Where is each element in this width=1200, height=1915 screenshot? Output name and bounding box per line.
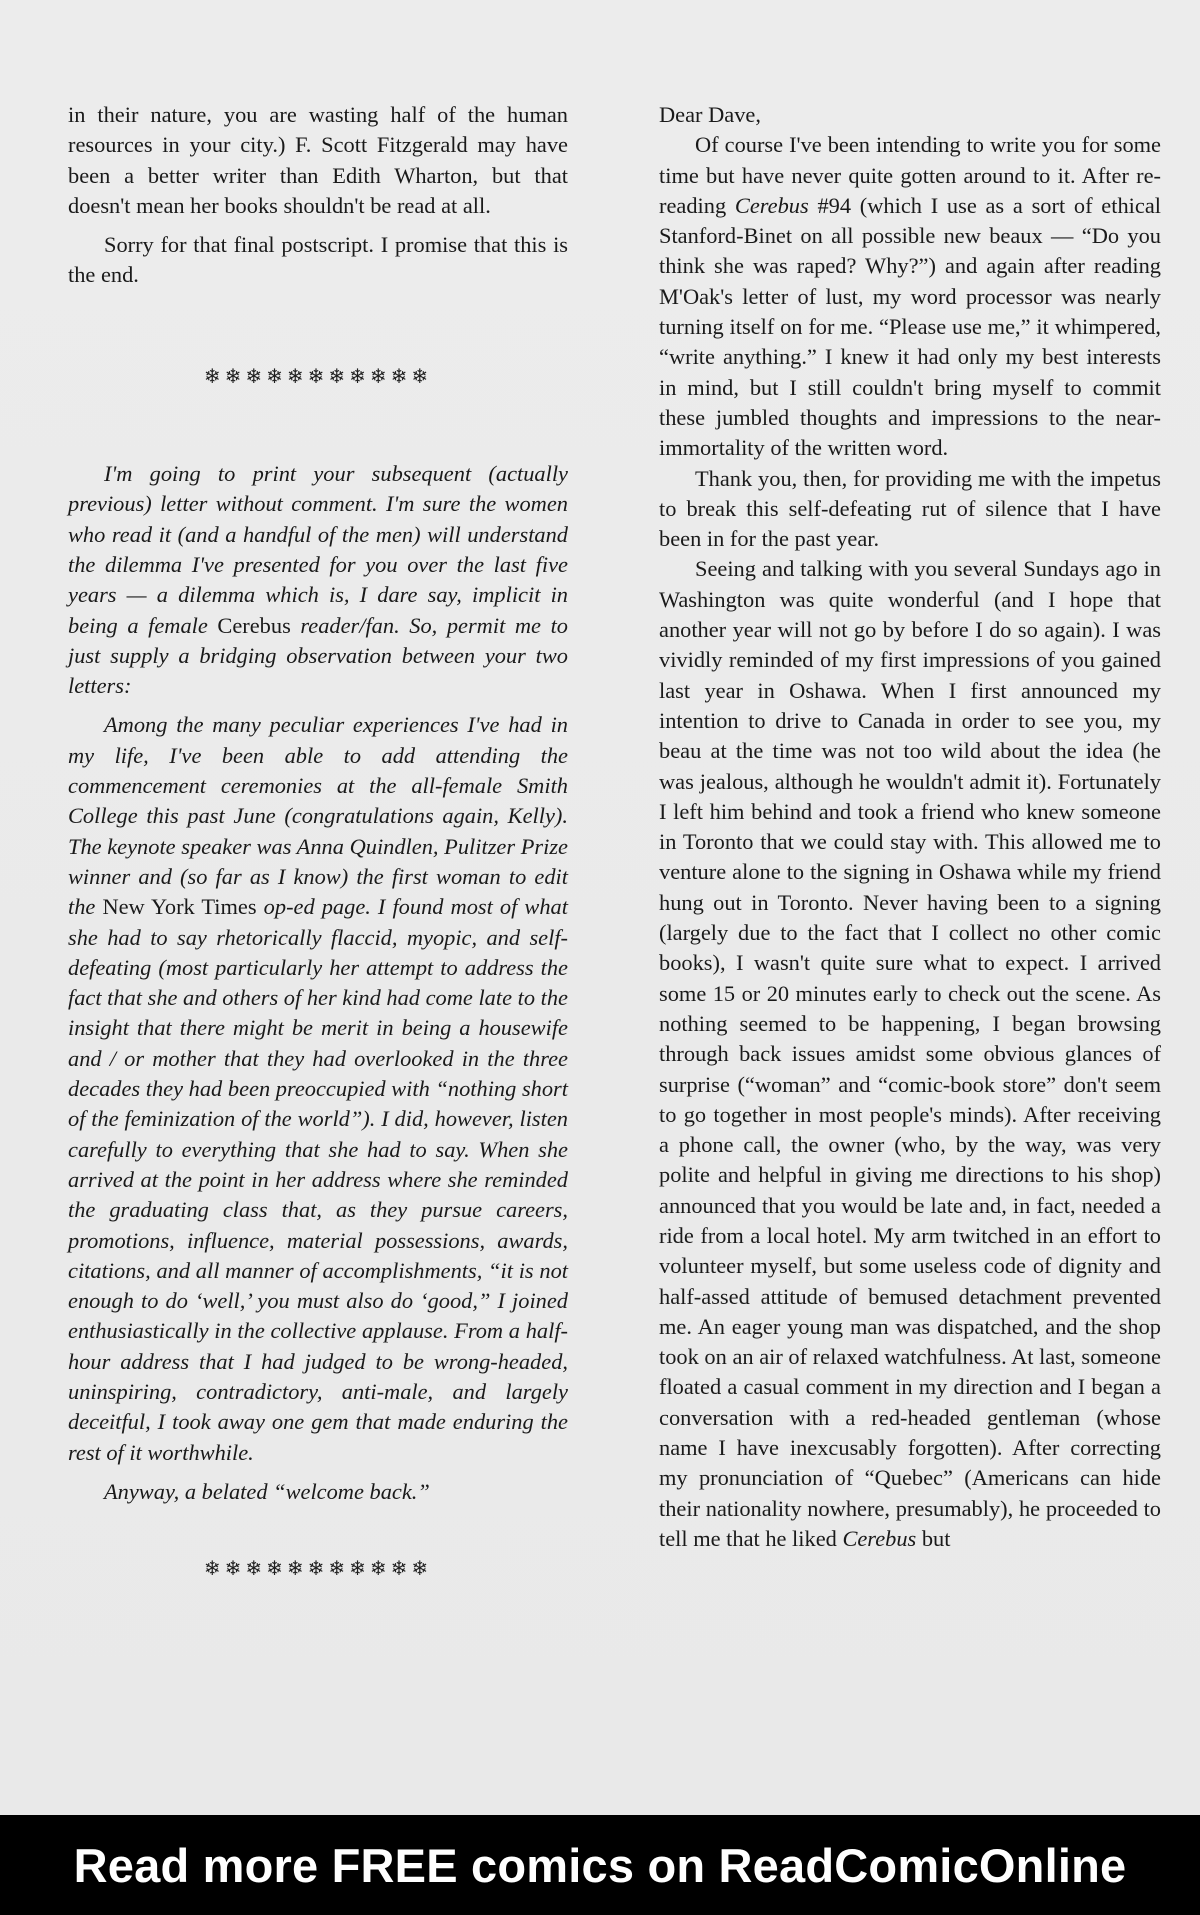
letter-text: Of course I've been intending to write you for some time but have never quite gotten around to it. After re-reading bbox=[659, 132, 1161, 218]
letter-paragraph bbox=[659, 554, 1161, 1554]
comic-title: Cerebus bbox=[217, 612, 291, 638]
right-column bbox=[659, 100, 1161, 1554]
letter-paragraph: Thank you, then, for providing me with the impetus to break this self-defeating rut of silence that I have been in for the past year. bbox=[659, 465, 1161, 552]
closing-postscript: Sorry for that final postscript. I promise that this is the end. bbox=[68, 232, 568, 288]
newspaper-title: New York Times bbox=[102, 894, 257, 920]
left-column bbox=[68, 100, 568, 1583]
section-separator: ❄❄❄❄❄❄❄❄❄❄❄ bbox=[203, 363, 433, 388]
letter-salutation: Dear Dave, bbox=[659, 102, 761, 127]
reply-text: I'm going to print your subsequent (actually previous) letter without comment. I'm sure the women who read it (and a handful of the men) will understand the dilemma I've presented for you over the last five years — a dilemma which is, I dare say, implicit in being a female bbox=[68, 461, 568, 638]
section-separator: ❄❄❄❄❄❄❄❄❄❄❄ bbox=[203, 1556, 433, 1581]
promo-banner[interactable] bbox=[0, 1815, 1200, 1915]
comic-title: Cerebus bbox=[842, 1525, 917, 1551]
promo-banner-text[interactable]: Read more FREE comics on ReadComicOnline bbox=[73, 1838, 1127, 1892]
reply-text: op-ed page. I found most of what she had to say rhetorically flaccid, myopic, and self-defeating (most particularly her attempt to address the fact that she and others of her kind had come late to the insight that there might be merit in being a housewife and / or mother that they had overlooked in the three decades they had been preoccupied with “nothing short of the feminization of the world”). I did, however, listen carefully to everything that she had to say. When she arrived at the point in her address where she reminded the graduating class that, as they pursue careers, promotions, influence, material possessions, awards, citations, and all manner of accomplishments, “it is not enough to do ‘well,’ you must also do ‘good,” I joined enthusiastically in the collective applause. From a half-hour address that I had judged to be wrong-headed, uninspiring, contradictory, anti-male, and largely deceitful, I took away one gem that made enduring the rest of it worthwhile. bbox=[68, 894, 568, 1465]
letter-paragraph bbox=[659, 130, 1161, 463]
editor-reply-paragraph bbox=[68, 459, 568, 701]
letter-text: Seeing and talking with you several Sundays ago in Washington was quite wonderful (and I hope that another year will not go by before I do so again). I was vividly reminded of my first impressions of you gained last year in Oshawa. When I first announced my intention to drive to Canada in order to see you, my beau at the time was not too wild about the idea (he was jealous, although he wouldn't admit it). Fortunately I left him behind and took a friend who knew someone in Toronto that we could stay with. This allowed me to venture alone to the signing in Oshawa while my friend hung out in Toronto. Never having been to a signing (largely due to the fact that I collect no other comic books), I wasn't quite sure what to expect. I arrived some 15 or 20 minutes early to check out the scene. As nothing seemed to be happening, I began browsing through back issues amidst some obvious glances of surprise (“woman” and “comic-book store” don't seem to go together in most people's minds). After receiving a phone call, the owner (who, by the way, was very polite and helpful in giving me directions to his shop) announced that you would be late and, in fact, needed a ride from a local hotel. My arm twitched in an effort to volunteer myself, but some useless code of dignity and half-assed attitude of bemused detachment prevented me. An eager young man was dispatched, and the shop took on an air of relaxed watchfulness. At last, someone floated a casual comment in my direction and I began a conversation with a red-headed gentleman (whose name I have inexcusably forgotten). After correcting my pronunciation of “Quebec” (Americans can hide their nationality nowhere, presumably), he proceeded to tell me that he liked bbox=[659, 556, 1161, 1551]
editor-reply-paragraph bbox=[68, 710, 568, 1467]
letter-continuation: in their nature, you are wasting half of the human resources in your city.) F. Scott Fitzgerald may have been a better writer than Edith Wharton, but that doesn't mean her books shouldn't be read at all. bbox=[68, 102, 568, 218]
comic-title: Cerebus bbox=[734, 192, 809, 218]
reply-text: Among the many peculiar experiences I've had in my life, I've been able to add attending the commencement ceremonies at the all-female Smith College this past June (congratulations again, Kelly). The keynote speaker was Anna Quindlen, Pulitzer Prize winner and (so far as I know) the first woman to edit the bbox=[68, 712, 568, 920]
letter-text: #94 (which I use as a sort of ethical Stanford-Binet on all possible new beaux — “Do you think she was raped? Why?”) and again after reading M'Oak's letter of lust, my word processor was nearly turning itself on for me. “Please use me,” it whimpered, “write anything.” I knew it had only my best interests in mind, but I still couldn't bring myself to commit these jumbled thoughts and impressions to the near-immortality of the written word. bbox=[659, 192, 1161, 461]
reply-text: reader/fan. So, permit me to just supply a bridging observation between your two letters: bbox=[68, 612, 568, 699]
editor-reply-closing: Anyway, a belated “welcome back.” bbox=[104, 1478, 430, 1504]
letter-text: but bbox=[921, 1525, 951, 1551]
